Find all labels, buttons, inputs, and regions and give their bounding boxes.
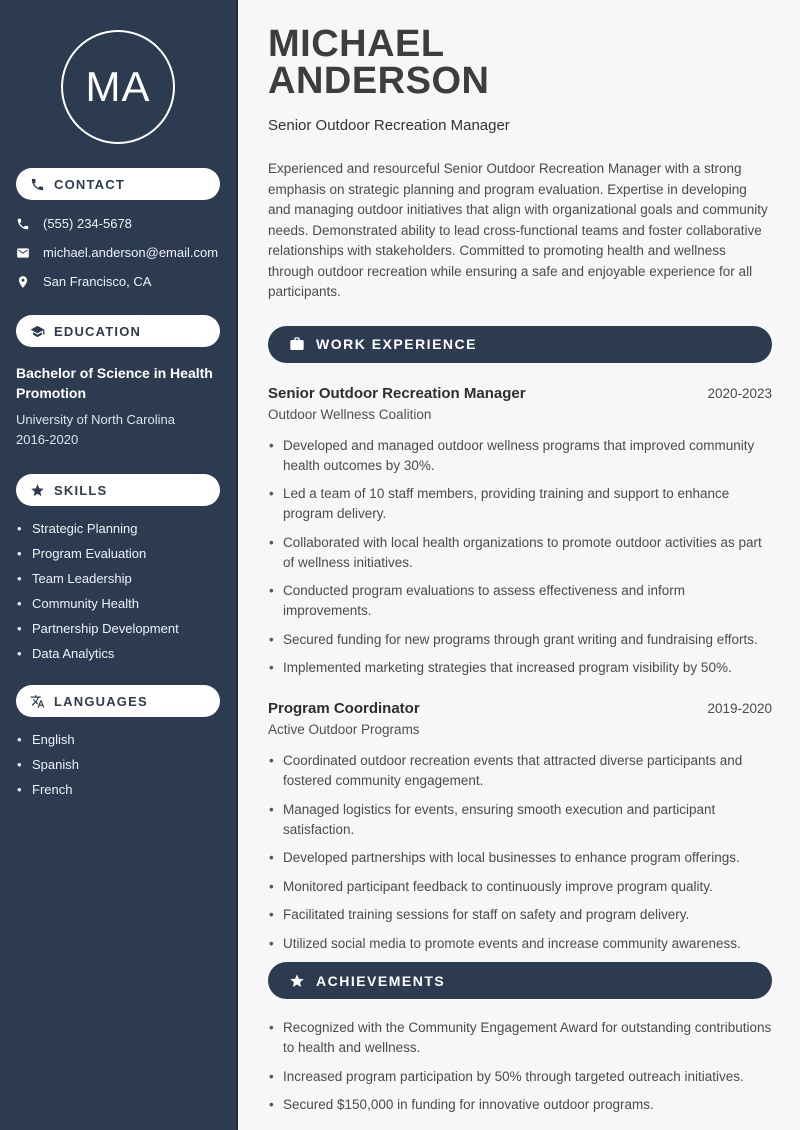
professional-summary: Experienced and resourceful Senior Outdoor Recreation Manager with a strong emphasis on strategic planning and program evaluation. Expertise in developing and managing outdoor initiatives that align with organizational goals and community needs. Demonstrated ability to lead cross-functional teams and foster collaborative relationships with stakeholders. Committed to promoting health and wellness through outdoor recreation while ensuring a safe and enjoyable experience for all participants. xyxy=(268,161,768,299)
graduation-cap-icon xyxy=(30,324,45,339)
skills-section-title: SKILLS xyxy=(54,482,108,498)
skills-list xyxy=(16,522,220,661)
first-name: MICHAEL xyxy=(268,23,445,65)
job-title: Program Coordinator xyxy=(268,700,420,717)
degree-name: Bachelor of Science in Health Promotion xyxy=(16,365,213,401)
contact-item-phone xyxy=(16,216,220,231)
skills-section-header xyxy=(16,474,220,506)
job-dates: 2019-2020 xyxy=(707,701,772,716)
job-bullet: • Developed partnerships with local businesses to enhance program offerings. xyxy=(268,848,772,868)
skill-item: • Program Evaluation xyxy=(16,547,220,561)
language-item: • French xyxy=(16,783,220,797)
main-content xyxy=(238,0,800,1130)
phone-number: (555) 234-5678 xyxy=(43,216,132,231)
job-bullet-list xyxy=(268,751,772,954)
skill-item: • Community Health xyxy=(16,597,220,611)
achievements-section-header xyxy=(268,962,772,999)
last-name: ANDERSON xyxy=(268,60,490,102)
job-bullet: • Coordinated outdoor recreation events that attracted diverse participants and fostered community engagement. xyxy=(268,751,772,791)
job-bullet: • Developed and managed outdoor wellness programs that improved community health outcomes by 30%. xyxy=(268,436,772,476)
contact-section-header xyxy=(16,168,220,200)
job-company: Active Outdoor Programs xyxy=(268,722,420,737)
education-years: 2016-2020 xyxy=(16,432,79,447)
skill-item: • Team Leadership xyxy=(16,572,220,586)
translate-icon xyxy=(30,694,45,709)
job-bullet: • Implemented marketing strategies that increased program visibility by 50%. xyxy=(268,658,772,678)
achievement-bullet: • Recognized with the Community Engagement Award for outstanding contributions to health and wellness. xyxy=(268,1018,772,1058)
education-section-title: EDUCATION xyxy=(54,323,142,339)
education-section-header xyxy=(16,315,220,347)
contact-item-location xyxy=(16,274,220,289)
job-header xyxy=(268,385,772,402)
job-title: Senior Outdoor Recreation Manager xyxy=(268,384,526,402)
job-bullet: • Utilized social media to promote events and increase community awareness. xyxy=(268,934,772,954)
sidebar xyxy=(0,0,238,1130)
job-company: Outdoor Wellness Coalition xyxy=(268,406,432,422)
job-bullet: • Facilitated training sessions for staff on safety and program delivery. xyxy=(268,905,772,925)
contact-section-title: CONTACT xyxy=(54,176,125,192)
job-bullet: • Led a team of 10 staff members, providing training and support to enhance program delivery. xyxy=(268,484,772,524)
job-bullet: • Monitored participant feedback to continuously improve program quality. xyxy=(268,877,772,897)
person-name xyxy=(268,23,772,102)
job-bullet-list xyxy=(268,436,772,679)
job-bullet: • Secured funding for new programs through grant writing and fundraising efforts. xyxy=(268,630,772,650)
achievements-section-title: ACHIEVEMENTS xyxy=(316,972,446,989)
job-bullet: • Conducted program evaluations to assess effectiveness and inform improvements. xyxy=(268,581,772,621)
languages-section-title: LANGUAGES xyxy=(54,693,148,709)
briefcase-icon xyxy=(289,336,305,352)
job-header xyxy=(268,700,772,717)
contact-list xyxy=(16,216,220,289)
skill-item: • Partnership Development xyxy=(16,622,220,636)
avatar-initials: MA xyxy=(85,63,151,110)
avatar xyxy=(61,30,175,144)
email-address: michael.anderson@email.com xyxy=(43,245,219,260)
star-icon xyxy=(30,483,45,498)
work-experience-section-title: WORK EXPERIENCE xyxy=(316,336,477,352)
languages-section-header xyxy=(16,685,220,717)
work-experience-section-header xyxy=(268,326,772,363)
achievement-bullet: • Increased program participation by 50% through targeted outreach initiatives. xyxy=(268,1067,772,1087)
job-bullet: • Managed logistics for events, ensuring smooth execution and participant satisfaction. xyxy=(268,800,772,840)
job-entry xyxy=(268,385,772,679)
job-dates: 2020-2023 xyxy=(707,385,772,401)
skill-item: • Strategic Planning xyxy=(16,522,220,536)
contact-item-email xyxy=(16,245,220,260)
education-entry xyxy=(16,363,220,450)
location-text: San Francisco, CA xyxy=(43,274,152,289)
skill-item: • Data Analytics xyxy=(16,647,220,661)
job-bullet: • Collaborated with local health organizations to promote outdoor activities as part of wellness initiatives. xyxy=(268,533,772,573)
phone-icon xyxy=(16,217,30,231)
star-icon xyxy=(289,973,305,989)
achievements-list xyxy=(268,1018,772,1115)
languages-list xyxy=(16,733,220,797)
job-entry xyxy=(268,700,772,954)
language-item: • Spanish xyxy=(16,758,220,772)
email-icon xyxy=(16,246,30,260)
achievement-bullet: • Secured $150,000 in funding for innovative outdoor programs. xyxy=(268,1095,772,1115)
phone-icon xyxy=(30,177,45,192)
location-pin-icon xyxy=(16,275,30,289)
school-name: University of North Carolina xyxy=(16,412,175,427)
current-job-title: Senior Outdoor Recreation Manager xyxy=(268,117,510,134)
language-item: • English xyxy=(16,733,220,747)
